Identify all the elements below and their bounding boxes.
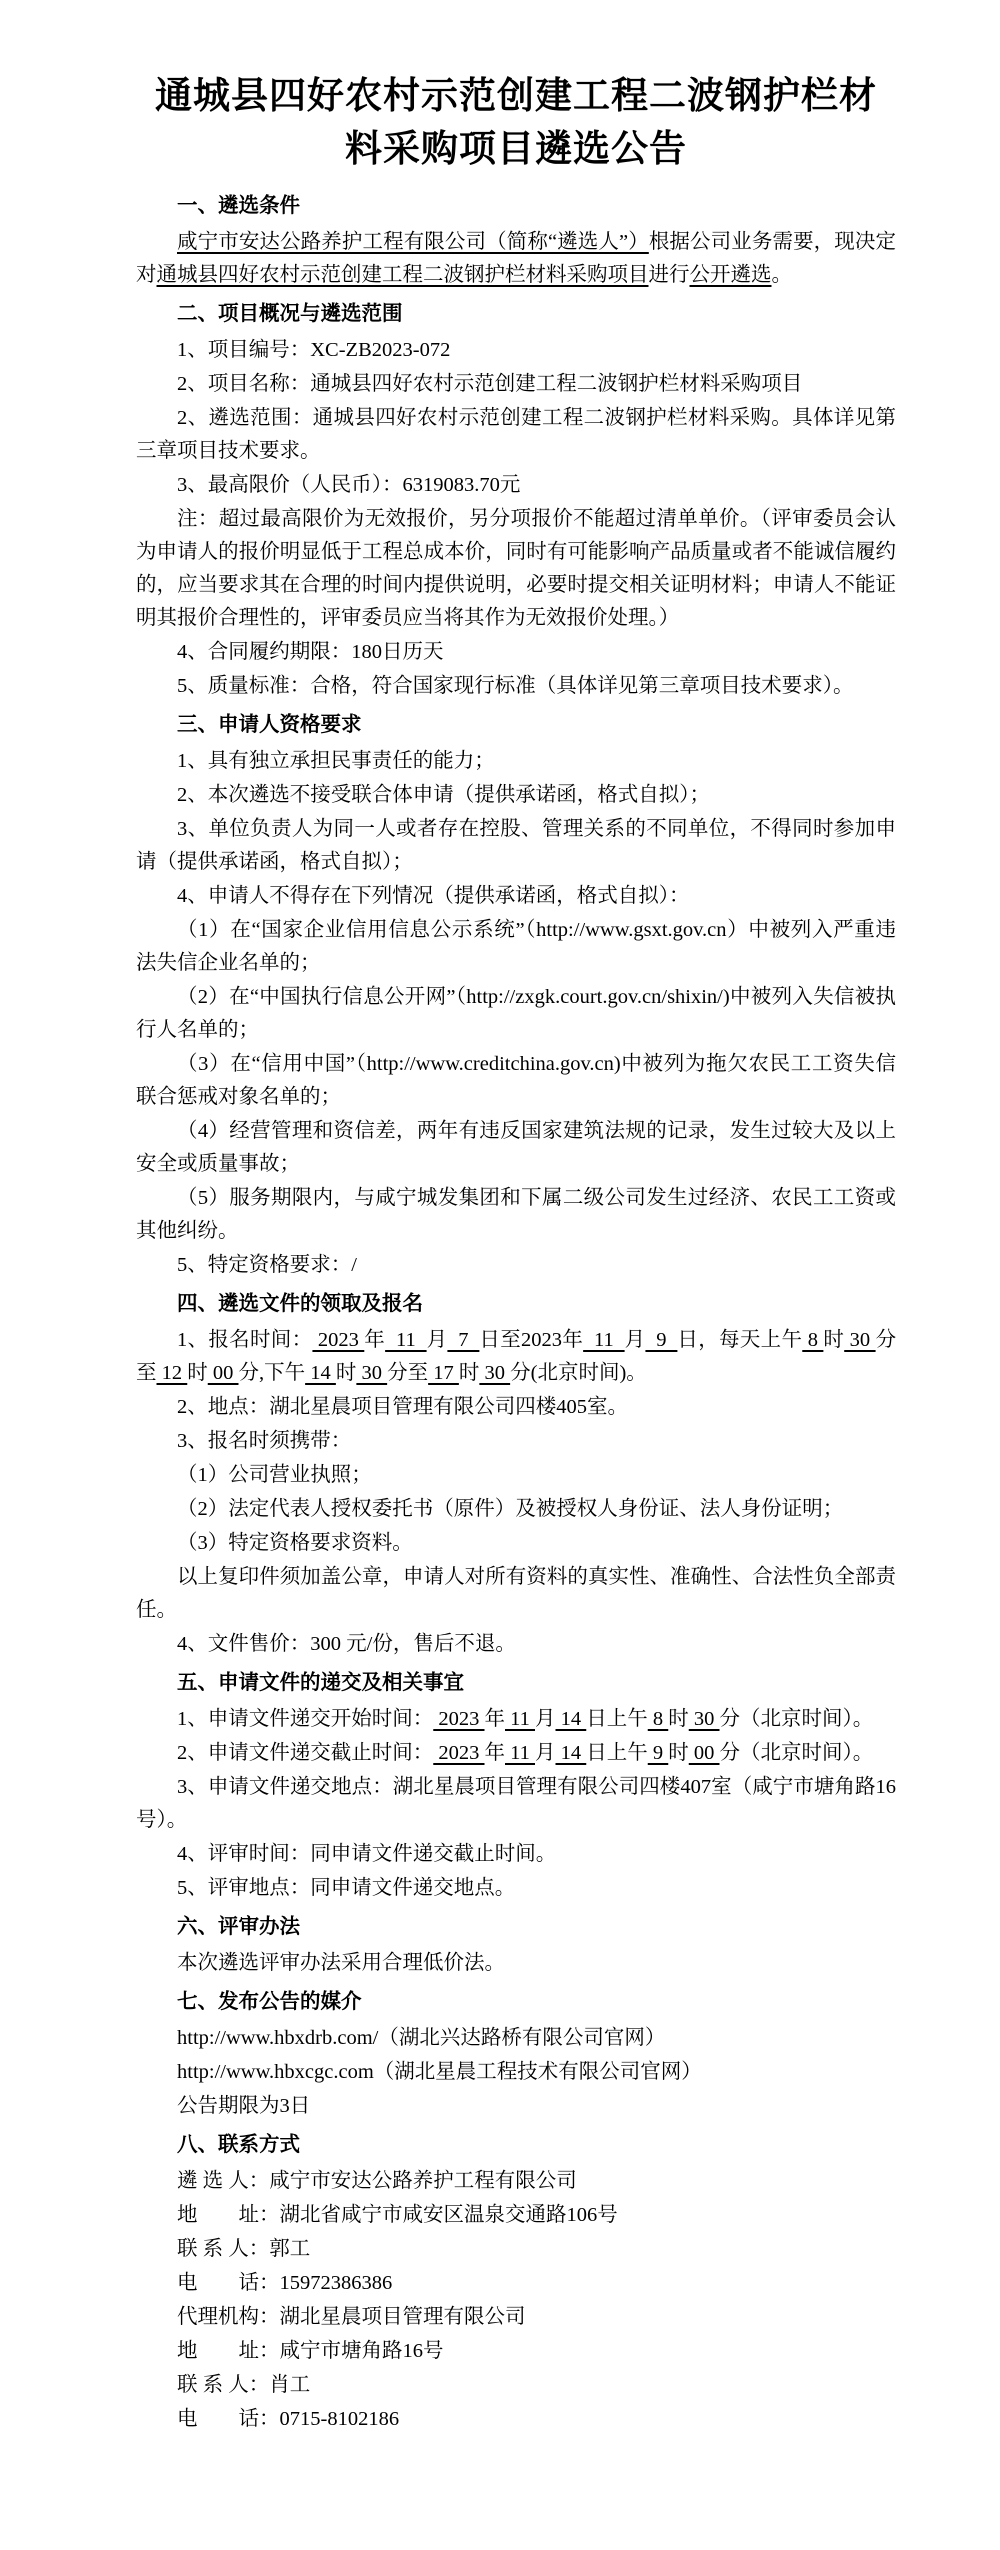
paragraph xyxy=(136,1737,896,1770)
text-run: 2、本次遴选不接受联合体申请（提供承诺函，格式自拟）； xyxy=(177,784,710,806)
text-run: 4、申请人不得存在下列情况（提供承诺函，格式自拟）： xyxy=(177,885,690,907)
text-run: 分(北京时间)。 xyxy=(510,1362,647,1384)
text-run: 进行 xyxy=(648,264,690,286)
section-heading xyxy=(136,1288,896,1321)
paragraph xyxy=(136,1324,896,1390)
section-heading xyxy=(136,1986,896,2019)
text-run: 三、申请人资格要求 xyxy=(177,714,362,736)
paragraph xyxy=(136,2056,896,2089)
paragraph xyxy=(136,1048,896,1114)
underlined-text: 7 xyxy=(447,1329,480,1351)
paragraph xyxy=(136,670,896,703)
underlined-text: 公开遴选 xyxy=(689,264,772,286)
text-run: 四、遴选文件的领取及报名 xyxy=(177,1293,423,1315)
paragraph xyxy=(136,2267,896,2300)
text-run: 1、报名时间： xyxy=(177,1329,313,1351)
text-run: 地 址：湖北省咸宁市咸安区温泉交通路106号 xyxy=(177,2204,618,2226)
text-run: 五、申请文件的递交及相关事宜 xyxy=(177,1672,464,1694)
text-run: 5、评审地点：同申请文件递交地点。 xyxy=(177,1877,516,1899)
underlined-text: 8 xyxy=(647,1708,669,1730)
paragraph xyxy=(136,779,896,812)
underlined-text: 30 xyxy=(688,1708,720,1730)
text-run: 3、单位负责人为同一人或者存在控股、管理关系的不同单位，不得同时参加申请（提供承诺函，格式自拟）； xyxy=(136,818,896,873)
section-heading xyxy=(136,1911,896,1944)
text-run: 5、特定资格要求：/ xyxy=(177,1254,357,1276)
paragraph xyxy=(136,368,896,401)
text-run: 日上午 xyxy=(586,1742,648,1764)
text-run: http://www.hbxcgc.com（湖北星晨工程技术有限公司官网） xyxy=(177,2061,702,2083)
text-run: 以上复印件须加盖公章，申请人对所有资料的真实性、准确性、合法性负全部责任。 xyxy=(136,1566,896,1621)
underlined-text: 30 xyxy=(356,1362,388,1384)
paragraph xyxy=(136,2233,896,2266)
text-run: 联 系 人：肖工 xyxy=(177,2374,311,2396)
underlined-text: 14 xyxy=(555,1708,587,1730)
text-run: 时 xyxy=(668,1708,689,1730)
paragraph xyxy=(136,1838,896,1871)
underlined-text: 00 xyxy=(688,1742,720,1764)
text-run: 1、项目编号：XC-ZB2023-072 xyxy=(177,339,451,361)
underlined-text: 11 xyxy=(583,1329,625,1351)
text-run: 日上午 xyxy=(586,1708,648,1730)
text-run: 联 系 人：郭工 xyxy=(177,2238,311,2260)
text-run: 。 xyxy=(771,264,792,286)
paragraph xyxy=(136,813,896,879)
paragraph xyxy=(136,880,896,913)
paragraph xyxy=(136,2199,896,2232)
paragraph xyxy=(136,1459,896,1492)
text-run: 分（北京时间）。 xyxy=(719,1708,874,1730)
text-run: （5）服务期限内，与咸宁城发集团和下属二级公司发生过经济、农民工工资或其他纠纷。 xyxy=(136,1187,896,1242)
paragraph xyxy=(136,745,896,778)
text-run: 5、质量标准：合格，符合国家现行标准（具体详见第三章项目技术要求）。 xyxy=(177,675,854,697)
paragraph xyxy=(136,2165,896,2198)
underlined-text: 9 xyxy=(647,1742,669,1764)
paragraph xyxy=(136,1493,896,1526)
text-run: 3、报名时须携带： xyxy=(177,1430,352,1452)
text-run: 根据公司业务需要，现决定对 xyxy=(136,231,897,286)
paragraph xyxy=(136,981,896,1047)
text-run: 2、项目名称：通城县四好农村示范创建工程二波钢护栏材料采购项目 xyxy=(177,373,803,395)
section-heading xyxy=(136,190,896,223)
text-run: 公告期限为3日 xyxy=(177,2095,311,2117)
text-run: 月 xyxy=(535,1742,556,1764)
text-run: 时 xyxy=(187,1362,208,1384)
text-run: 2、申请文件递交截止时间： xyxy=(177,1742,434,1764)
text-run: 2、地点：湖北星晨项目管理有限公司四楼405室。 xyxy=(177,1396,628,1418)
paragraph xyxy=(136,2369,896,2402)
paragraph xyxy=(136,1115,896,1181)
underlined-text: 2023 xyxy=(433,1742,485,1764)
text-run: （3）特定资格要求资料。 xyxy=(177,1532,413,1554)
paragraph xyxy=(136,1249,896,1282)
text-run: （2）在“中国执行信息公开网”（http://zxgk.court.gov.cn/shixin/)中被列入失信被执行人名单的； xyxy=(136,986,896,1041)
text-run: （4）经营管理和资信差，两年有违反国家建筑法规的记录，发生过较大及以上安全或质量事故； xyxy=(136,1120,896,1175)
paragraph xyxy=(136,1527,896,1560)
text-run: 代理机构：湖北星晨项目管理有限公司 xyxy=(177,2306,526,2328)
text-run: 1、申请文件递交开始时间： xyxy=(177,1708,434,1730)
underlined-text: 30 xyxy=(844,1329,876,1351)
underlined-text: 通城县四好农村示范创建工程二波钢护栏材料采购项目 xyxy=(156,264,649,286)
text-run: 年 xyxy=(484,1742,505,1764)
underlined-text: 咸宁市安达公路养护工程有限公司（简称“遴选人”） xyxy=(177,231,649,253)
underlined-text: 2023 xyxy=(312,1329,365,1351)
text-run: 1、具有独立承担民事责任的能力； xyxy=(177,750,495,772)
text-run: 分（北京时间）。 xyxy=(719,1742,874,1764)
text-run: （1）在“国家企业信用信息公示系统”（http://www.gsxt.gov.cn）中被列入严重违法失信企业名单的； xyxy=(136,919,896,974)
text-run: 月 xyxy=(624,1329,646,1351)
underlined-text: 11 xyxy=(505,1742,535,1764)
underlined-text: 9 xyxy=(645,1329,678,1351)
text-run: 时 xyxy=(458,1362,480,1384)
underlined-text: 11 xyxy=(385,1329,427,1351)
paragraph xyxy=(136,2335,896,2368)
paragraph xyxy=(136,1182,896,1248)
text-run: 地 址：咸宁市塘角路16号 xyxy=(177,2340,444,2362)
underlined-text: 8 xyxy=(802,1329,824,1351)
text-run: 注：超过最高限价为无效报价，另分项报价不能超过清单单价。（评审委员会认为申请人的报价明显低于工程总成本价，同时有可能影响产品质量或者不能诚信履约的，应当要求其在合理的时间内提供说明，必要时提交相关证明材料；申请人不能证明其报价合理性的，评审委员应当将其作为无效报价处理。） xyxy=(136,508,896,629)
paragraph xyxy=(136,1391,896,1424)
paragraph xyxy=(136,503,896,635)
section-heading xyxy=(136,298,896,331)
paragraph xyxy=(136,914,896,980)
text-run: 分至 xyxy=(136,1329,897,1384)
text-run: 电 话：0715-8102186 xyxy=(177,2408,400,2430)
text-run: 月 xyxy=(535,1708,556,1730)
text-run: 4、合同履约期限：180日历天 xyxy=(177,641,444,663)
underlined-text: 30 xyxy=(479,1362,511,1384)
document-title xyxy=(136,70,896,176)
section-heading xyxy=(136,1667,896,1700)
paragraph xyxy=(136,2301,896,2334)
paragraph xyxy=(136,1947,896,1980)
underlined-text: 00 xyxy=(207,1362,239,1384)
text-run: 3、申请文件递交地点：湖北星晨项目管理有限公司四楼407室（咸宁市塘角路16号）。 xyxy=(136,1776,896,1831)
text-run: 遴 选 人：咸宁市安达公路养护工程有限公司 xyxy=(177,2170,577,2192)
paragraph xyxy=(136,402,896,468)
text-run: 分,下午 xyxy=(238,1362,306,1384)
underlined-text: 11 xyxy=(505,1708,535,1730)
paragraph xyxy=(136,1561,896,1627)
text-run: （2）法定代表人授权委托书（原件）及被授权人身份证、法人身份证明； xyxy=(177,1498,844,1520)
text-run: 时 xyxy=(823,1329,845,1351)
text-run: （3）在“信用中国”（http://www.creditchina.gov.cn)中被列为拖欠农民工工资失信联合惩戒对象名单的； xyxy=(136,1053,896,1108)
underlined-text: 14 xyxy=(305,1362,336,1384)
text-run: 月 xyxy=(426,1329,448,1351)
section-heading xyxy=(136,2129,896,2162)
text-run: 时 xyxy=(668,1742,689,1764)
paragraph xyxy=(136,1872,896,1905)
document-body xyxy=(136,190,896,2436)
text-run: 二、项目概况与遴选范围 xyxy=(177,303,403,325)
text-run: 八、联系方式 xyxy=(177,2134,300,2156)
text-run: 七、发布公告的媒介 xyxy=(177,1991,362,2013)
paragraph xyxy=(136,226,896,292)
text-run: 一、遴选条件 xyxy=(177,195,300,217)
document-title-line-1: 通城县四好农村示范创建工程二波钢护栏材 xyxy=(155,76,877,117)
text-run: 时 xyxy=(335,1362,357,1384)
underlined-text: 2023 xyxy=(433,1708,485,1730)
paragraph xyxy=(136,1628,896,1661)
paragraph xyxy=(136,2090,896,2123)
text-run: 六、评审办法 xyxy=(177,1916,300,1938)
document-title-line-2: 料采购项目遴选公告 xyxy=(345,129,687,170)
text-run: 2、遴选范围：通城县四好农村示范创建工程二波钢护栏材料采购。具体详见第三章项目技术要求。 xyxy=(136,407,896,462)
text-run: 3、最高限价（人民币）：6319083.70元 xyxy=(177,474,521,496)
text-run: 4、文件售价：300 元/份，售后不退。 xyxy=(177,1633,516,1655)
text-run: http://www.hbxdrb.com/（湖北兴达路桥有限公司官网） xyxy=(177,2027,666,2049)
paragraph xyxy=(136,334,896,367)
paragraph xyxy=(136,1703,896,1736)
section-heading xyxy=(136,709,896,742)
paragraph xyxy=(136,2403,896,2436)
text-run: 日，每天上午 xyxy=(677,1329,803,1351)
paragraph xyxy=(136,1771,896,1837)
paragraph xyxy=(136,2022,896,2055)
text-run: 电 话：15972386386 xyxy=(177,2272,393,2294)
text-run: 年 xyxy=(484,1708,505,1730)
underlined-text: 14 xyxy=(555,1742,587,1764)
underlined-text: 17 xyxy=(428,1362,459,1384)
text-run: 日至2023年 xyxy=(479,1329,584,1351)
paragraph xyxy=(136,469,896,502)
text-run: 年 xyxy=(364,1329,386,1351)
text-run: 4、评审时间：同申请文件递交截止时间。 xyxy=(177,1843,557,1865)
text-run: 分至 xyxy=(387,1362,429,1384)
underlined-text: 12 xyxy=(156,1362,188,1384)
text-run: 本次遴选评审办法采用合理低价法。 xyxy=(177,1952,505,1974)
paragraph xyxy=(136,636,896,669)
paragraph xyxy=(136,1425,896,1458)
text-run: （1）公司营业执照； xyxy=(177,1464,372,1486)
